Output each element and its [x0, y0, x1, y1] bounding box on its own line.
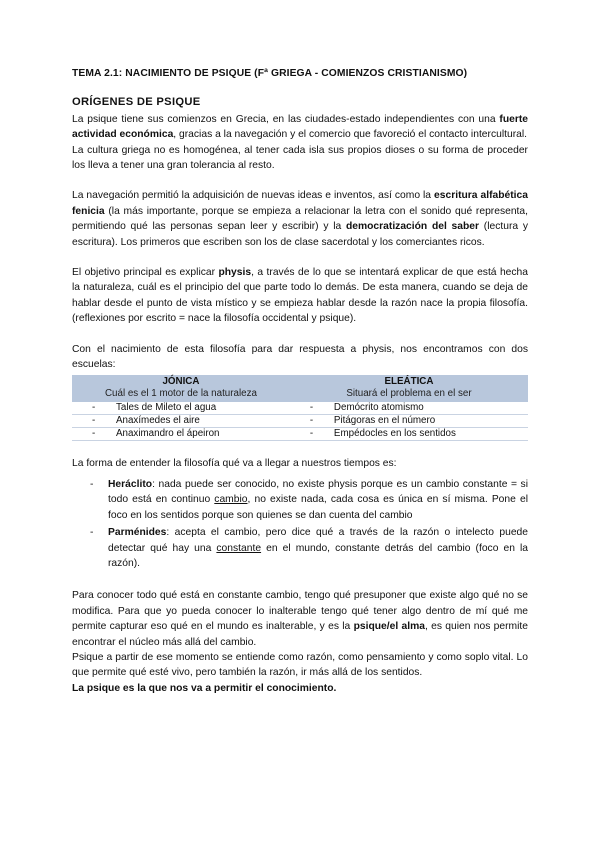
table-row: - Anaximandro el ápeiron - Empédocles en los sentidos: [72, 427, 528, 440]
document-title: TEMA 2.1: NACIMIENTO DE PSIQUE (Fª GRIEGA - COMIENZOS CRISTIANISMO): [72, 68, 468, 79]
list-item-heraclito: - Heráclito: nada puede ser conocido, no existe physis porque es un cambio constante = si todo está en continuo cambio, no existe nada, cada cosa es única en sí misma. Pone el foco en los sentidos porque son quienes se dan cuenta del cambio: [90, 478, 528, 521]
schools-table: [72, 375, 528, 441]
paragraph-psique-razon: Psique a partir de ese momento se entiende como razón, como pensamiento y como soplo vital. Lo que permite qué esté vivo, pero también la razón, ir más allá de los sentidos.: [72, 651, 528, 679]
paragraph-physis: El objetivo principal es explicar physis, a través de lo que se intentará explicar de que está hecha la naturaleza, cuál es el principio del que parte todo lo demás. De esta manera, cuando se deja de hablar desde el punto de vista místico y se empieza hablar desde la razón nace la propia filosofía. (reflexiones por escrito = nace la filosofía occidental y psique).: [72, 267, 529, 325]
paragraph-conclusion: La psique es la que nos va a permitir el conocimiento.: [72, 682, 337, 694]
paragraph-inalterable: Para conocer todo qué está en constante cambio, tengo qué presuponer que existe algo qué no se modifica. Para que yo pueda conocer lo inalterable tengo qué tener algo dentro de mí qué me permite capturar eso qué en el mundo es inalterable, y es la psique/el alma, es quien nos permite encontrar el núcleo más allá del cambio.: [72, 590, 528, 648]
paragraph-origins: La psique tiene sus comienzos en Grecia, en las ciudades-estado independientes con una fuerte actividad económica, gracias a la navegación y el comercio que favoreció el contacto intercultural.: [72, 113, 528, 141]
paragraph-culture: La cultura griega no es homogénea, al tener cada isla sus propios dioses o su forma de proceder los lleva a tener una gran tolerancia al resto.: [72, 144, 528, 172]
paragraph-schools-intro: Con el nacimiento de esta filosofía para dar respuesta a physis, nos encontramos con dos escuelas:: [72, 343, 528, 371]
philosophers-list: [72, 477, 528, 571]
list-item-parmenides: - Parménides: acepta el cambio, pero dice qué a través de la razón o intelecto puede detectar qué hay una constante en el mundo, constante detrás del cambio (foco en la razón).: [90, 527, 528, 569]
section-heading: ORÍGENES DE PSIQUE: [72, 96, 201, 109]
paragraph-philosophy-intro: La forma de entender la filosofía qué va a llegar a nuestros tiempos es:: [72, 457, 397, 469]
eleatic-header: ELEÁTICA Situará el problema en el ser: [290, 375, 528, 402]
document-page: [72, 66, 528, 696]
table-row: - Anaxímedes el aire - Pitágoras en el número: [72, 414, 528, 427]
ionic-header: JÓNICA Cuál es el 1 motor de la naturaleza: [72, 375, 290, 402]
table-row: - Tales de Mileto el agua - Demócrito atomismo: [72, 402, 528, 415]
paragraph-navigation: La navegación permitió la adquisición de nuevas ideas e inventos, así como la escritura alfabética fenicia (la más importante, porque se empieza a relacionar la letra con el sonido qué representa, permitiendo qué las personas sepan leer y escribir) y la democratización del saber (lectura y escritura). Los primeros que escriben son los de clase sacerdotal y los comerciantes ricos.: [72, 190, 528, 248]
